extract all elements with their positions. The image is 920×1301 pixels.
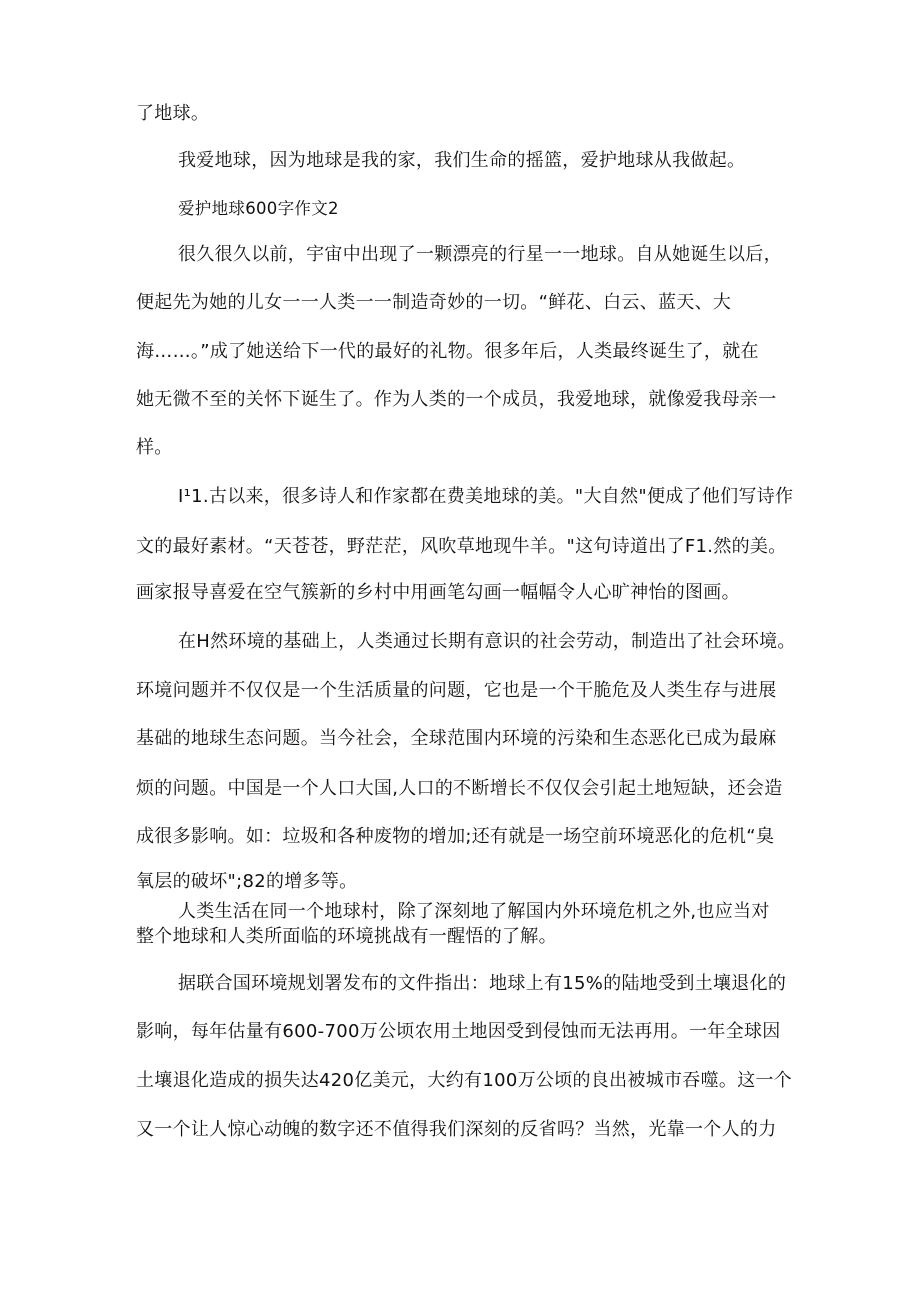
text-line: 样。 xyxy=(136,437,173,458)
text-line: 环境问题并不仅仅是一个生活质量的问题，它也是一个干脆危及人类生存与进展 xyxy=(136,680,777,701)
text-line: 文的最好素材。“天苍苍，野茫茫，风吹草地现牛羊。"这句诗道出了F1.然的美。 xyxy=(136,536,787,557)
text-line: 了地球。 xyxy=(136,103,210,124)
text-line: 她无微不至的关怀下诞生了。作为人类的一个成员，我爱地球，就像爱我母亲一 xyxy=(136,389,777,410)
text-line: 画家报导喜爱在空气簇新的乡村中用画笔勾画一幅幅令人心旷神怡的图画。 xyxy=(136,582,740,603)
text-line: 人类生活在同一个地球村，除了深刻地了解国内外环境危机之外,也应当对 xyxy=(178,901,770,922)
text-line: 便起先为她的儿女一一人类一一制造奇妙的一切。“鲜花、白云、蓝天、大 xyxy=(136,292,732,313)
text-line: 很久很久以前，宇宙中出现了一颗漂亮的行星一一地球。自从她诞生以后， xyxy=(178,244,782,265)
text-line: 整个地球和人类所面临的环境挑战有一醒悟的了解。 xyxy=(136,926,557,947)
text-line: 氧层的破坏";82的增多等。 xyxy=(136,871,358,892)
text-line: 我爱地球，因为地球是我的家，我们生命的摇篮，爱护地球从我做起。 xyxy=(178,150,746,171)
text-line: 成很多影响。如：垃圾和各种废物的增加;还有就是一场空前环境恶化的危机“臭 xyxy=(136,826,775,847)
text-line: 海……。”成了她送给下一代的最好的礼物。很多年后，人类最终诞生了，就在 xyxy=(136,341,759,362)
text-line: 影响，每年估量有600-700万公顷农用土地因受到侵蚀而无法再用。一年全球因 xyxy=(136,1021,781,1042)
text-line: 土壤退化造成的损失达420亿美元，大约有100万公顷的良出被城市吞噬。这一个 xyxy=(136,1070,793,1091)
text-line: 又一个让人惊心动魄的数字还不值得我们深刻的反省吗？当然，光靠一个人的力 xyxy=(136,1119,777,1140)
text-line: 在H然环境的基础上，人类通过长期有意识的社会劳动，制造出了社会环境。 xyxy=(178,631,796,652)
text-line: I¹1.古以来，很多诗人和作家都在费美地球的美。"大自然"便成了他们写诗作 xyxy=(178,486,794,507)
text-line: 基础的地球生态问题。当今社会，全球范围内环境的污染和生态恶化已成为最麻 xyxy=(136,728,777,749)
text-line: 烦的问题。中国是一个人口大国,人口的不断增长不仅仅会引起土地短缺，还会造 xyxy=(136,778,783,799)
text-line: 据联合国环境规划署发布的文件指出：地球上有15%的陆地受到土壤退化的 xyxy=(178,973,787,994)
section-heading: 爱护地球600字作文2 xyxy=(178,199,339,218)
